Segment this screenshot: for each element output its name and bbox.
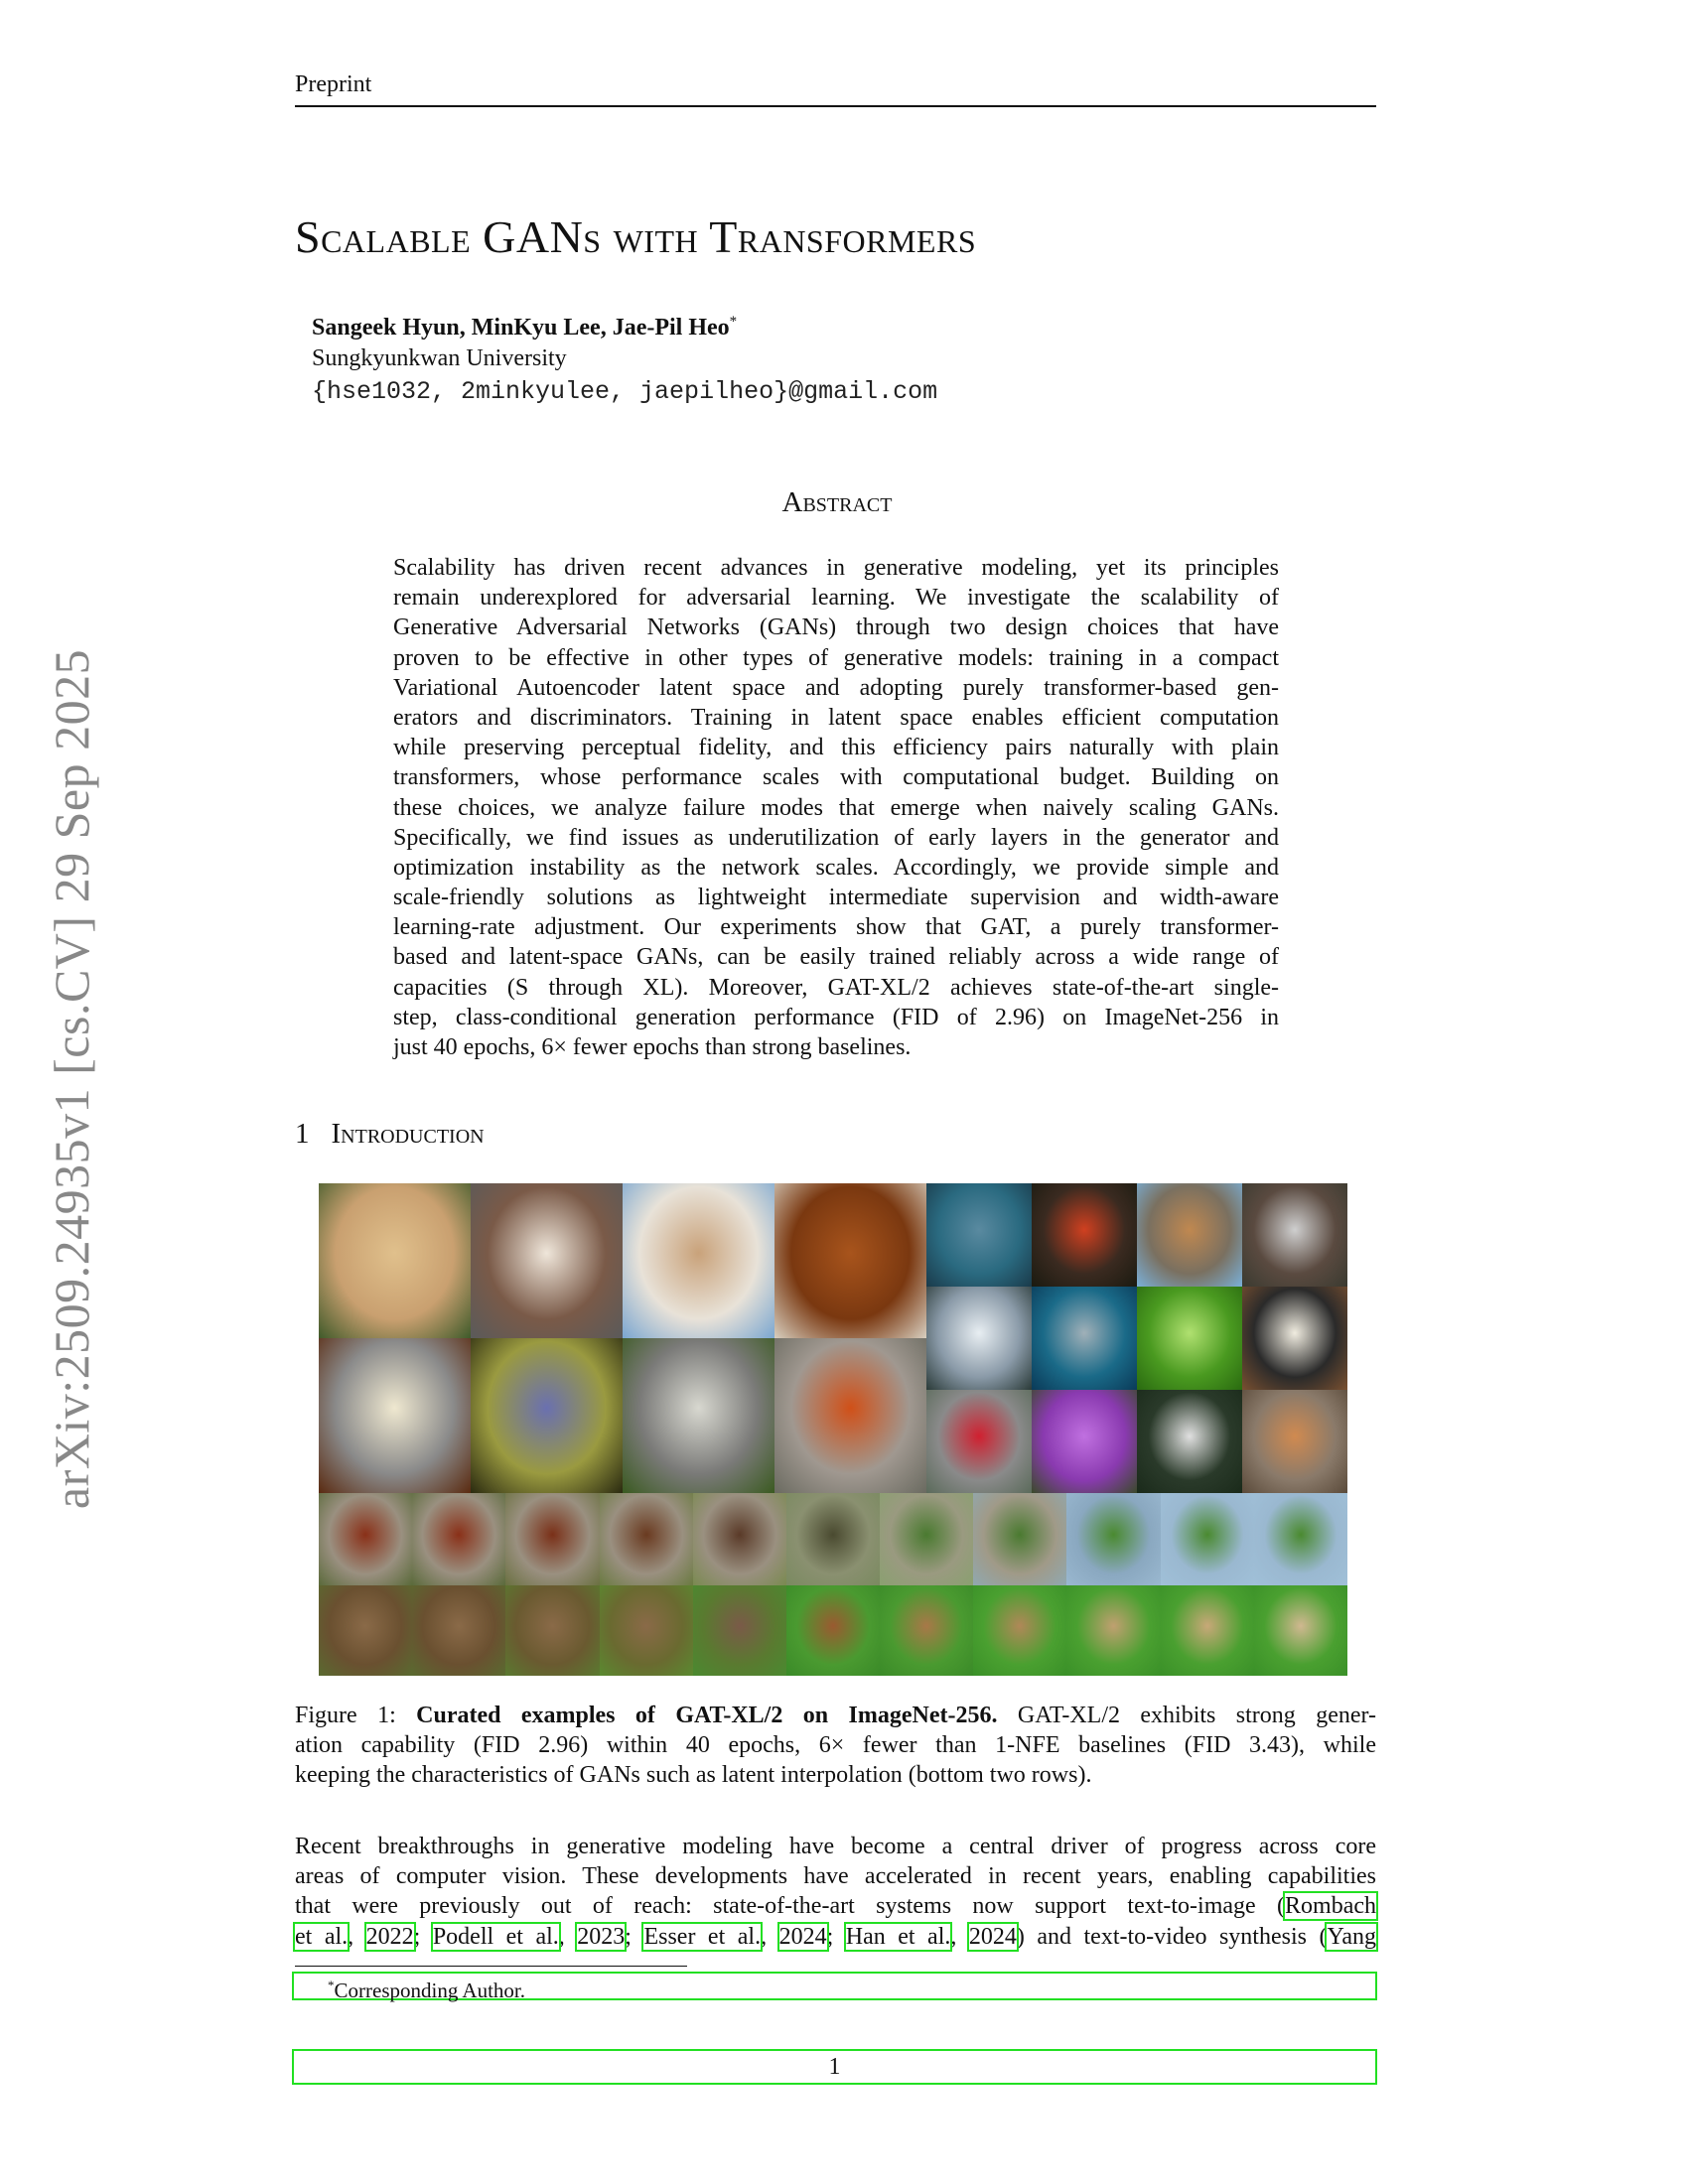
abstract-line: capacities (S through XL). Moreover, GAT-XL/2 achieves state-of-the-art single- [393, 974, 1279, 1001]
salamander-image [774, 1338, 926, 1493]
body-line: et al., 2022; Podell et al., 2023; Esser et al., 2024; Han et al., 2024) and text-to-video synthesis (Yang [295, 1923, 1377, 1950]
page-number[interactable]: 1 [292, 2049, 1377, 2085]
abstract-line: Variational Autoencoder latent space and adopting purely transformer-based gen- [393, 674, 1279, 701]
thistle-image [1032, 1390, 1137, 1493]
golden-retriever-image [319, 1183, 471, 1338]
interpolation-lizard-to-terrier-frame [505, 1585, 599, 1676]
espresso-cup-image [319, 1338, 471, 1493]
interpolation-rooster-to-bee-eater-frame [973, 1493, 1066, 1585]
footnote-mark: * [328, 1978, 335, 1992]
interpolation-lizard-to-terrier-frame [1254, 1585, 1347, 1676]
abstract-line: remain underexplored for adversarial learning. We investigate the scalability of [393, 585, 1279, 612]
ferret-image [471, 1183, 623, 1338]
abstract-line: while preserving perceptual fidelity, and this efficiency pairs naturally with plain [393, 735, 1279, 761]
affiliation: Sungkyunkwan University [312, 345, 567, 371]
body-text: ) and text-to-video synthesis ( [1016, 1923, 1328, 1950]
abstract-line: proven to be effective in other types of generative models: training in a compact [393, 644, 1279, 671]
abstract-line: Specifically, we find issues as underutilization of early layers in the generator and [393, 824, 1279, 851]
author-emails: {hse1032, 2minkyulee, jaepilheo}@gmail.com [312, 377, 938, 406]
citation-year-link[interactable]: 2024 [778, 1923, 827, 1950]
author-list [312, 314, 737, 341]
abstract-line: just 40 epochs, 6× fewer epochs than strong baselines. [393, 1034, 912, 1060]
abstract-line: Generative Adversarial Networks (GANs) through two design choices that have [393, 614, 1279, 641]
footnote-text: Corresponding Author. [334, 1979, 525, 2002]
abstract-body [393, 553, 1279, 1062]
footnote-rule [295, 1966, 687, 1967]
finch-image [1242, 1390, 1347, 1493]
hummingbird-image [1137, 1390, 1242, 1493]
interpolation-rooster-to-bee-eater-frame [786, 1493, 880, 1585]
arxiv-identifier-stamp: arXiv:2509.24935v1 [cs.CV] 29 Sep 2025 [44, 648, 99, 1510]
caption-bold-title: Curated examples of GAT-XL/2 on ImageNet-256. [416, 1703, 998, 1728]
abstract-line: scale-friendly solutions as lightweight intermediate supervision and width-aware [393, 885, 1279, 911]
interpolation-rooster-to-bee-eater-frame [1254, 1493, 1347, 1585]
caption-text: GAT-XL/2 exhibits strong gener- [1017, 1703, 1377, 1728]
citation-link-rombach[interactable]: et al. [295, 1923, 349, 1950]
footnote [328, 1971, 525, 2005]
pretzels-image [774, 1183, 926, 1338]
citation-year-link[interactable]: 2023 [577, 1923, 626, 1950]
intro-paragraph [295, 1832, 1376, 1952]
citation-link-han[interactable]: Han et al. [845, 1923, 951, 1950]
interpolation-rooster-to-bee-eater-frame [600, 1493, 693, 1585]
citation-year-link[interactable]: 2022 [365, 1923, 414, 1950]
caption-line: keeping the characteristics of GANs such as latent interpolation (bottom two rows). [295, 1762, 1092, 1789]
interpolation-lizard-to-terrier-frame [1161, 1585, 1254, 1676]
header-rule [295, 105, 1376, 107]
stingray-image [926, 1183, 1032, 1287]
section-heading-introduction [295, 1118, 485, 1151]
caption-line: ation capability (FID 2.96) within 40 epochs, 6× fewer than 1-NFE baselines (FID 3.43), while [295, 1732, 1376, 1759]
interpolation-lizard-to-terrier-frame [973, 1585, 1066, 1676]
citation-link-esser[interactable]: Esser et al. [643, 1923, 762, 1950]
fire-truck-image [926, 1390, 1032, 1493]
figure-label: Figure 1: [295, 1703, 396, 1728]
interpolation-lizard-to-terrier-frame [693, 1585, 786, 1676]
rooster-image [1242, 1287, 1347, 1390]
volcano-image [926, 1287, 1032, 1390]
citation-link-rombach[interactable]: Rombach [1285, 1893, 1376, 1920]
body-line: Recent breakthroughs in generative modeling have become a central driver of progress across core [295, 1834, 1376, 1859]
body-line [295, 1891, 1376, 1921]
green-apple-image [1137, 1287, 1242, 1390]
citation-link-yang[interactable]: Yang [1327, 1923, 1377, 1950]
interpolation-lizard-to-terrier-frame [880, 1585, 973, 1676]
crystal-ball-image [471, 1338, 623, 1493]
interpolation-lizard-to-terrier-frame [600, 1585, 693, 1676]
figure-1-caption [295, 1701, 1376, 1791]
interpolation-rooster-to-bee-eater-frame [880, 1493, 973, 1585]
owl-image [623, 1338, 774, 1493]
caption-line [295, 1701, 1376, 1730]
shark-image [1032, 1287, 1137, 1390]
abstract-line: Scalability has driven recent advances in generative modeling, yet its principles [393, 555, 1279, 581]
abstract-heading: Abstract [781, 486, 893, 518]
abstract-line: learning-rate adjustment. Our experiments show that GAT, a purely transformer- [393, 914, 1279, 941]
interpolation-rooster-to-bee-eater-frame [505, 1493, 599, 1585]
mushroom-image [1032, 1183, 1137, 1287]
citation-link-podell[interactable]: Podell et al. [432, 1923, 559, 1950]
space-shuttle-image [623, 1183, 774, 1338]
interpolation-rooster-to-bee-eater-frame [1161, 1493, 1254, 1585]
interpolation-rooster-to-bee-eater-frame [319, 1493, 412, 1585]
body-text: that were previously out of reach: state-of-the-art systems now support text-to-image ( [295, 1893, 1286, 1920]
abstract-line: optimization instability as the network scales. Accordingly, we provide simple and [393, 854, 1279, 881]
author-names: Sangeek Hyun, MinKyu Lee, Jae-Pil Heo [312, 315, 730, 341]
interpolation-rooster-to-bee-eater-frame [412, 1493, 505, 1585]
abstract-line: based and latent-space GANs, can be easily trained reliably across a wide range of [393, 944, 1279, 971]
paper-title: Scalable GANs with Transformers [295, 211, 977, 262]
interpolation-lizard-to-terrier-frame [786, 1585, 880, 1676]
running-header: Preprint [295, 71, 372, 97]
interpolation-lizard-to-terrier-frame [1066, 1585, 1160, 1676]
abstract-line: these choices, we analyze failure modes that emerge when naively scaling GANs. [393, 794, 1279, 821]
section-number: 1 [295, 1118, 310, 1150]
abstract-line: step, class-conditional generation performance (FID of 2.96) on ImageNet-256 in [393, 1004, 1279, 1030]
interpolation-lizard-to-terrier-frame [412, 1585, 505, 1676]
section-title: Introduction [331, 1118, 485, 1150]
body-line: areas of computer vision. These developments have accelerated in recent years, enabling capabilities [295, 1863, 1376, 1890]
interpolation-rooster-to-bee-eater-frame [693, 1493, 786, 1585]
figure-1-image-grid [319, 1183, 1347, 1676]
abstract-line: erators and discriminators. Training in latent space enables efficient computation [393, 704, 1279, 731]
corresponding-mark: * [729, 314, 738, 330]
citation-year-link[interactable]: 2024 [968, 1923, 1017, 1950]
cobra-image [1242, 1183, 1347, 1287]
interpolation-lizard-to-terrier-frame [319, 1585, 412, 1676]
interpolation-rooster-to-bee-eater-frame [1066, 1493, 1160, 1585]
abstract-line: transformers, whose performance scales with computational budget. Building on [393, 764, 1279, 791]
dog-coast-image [1137, 1183, 1242, 1287]
